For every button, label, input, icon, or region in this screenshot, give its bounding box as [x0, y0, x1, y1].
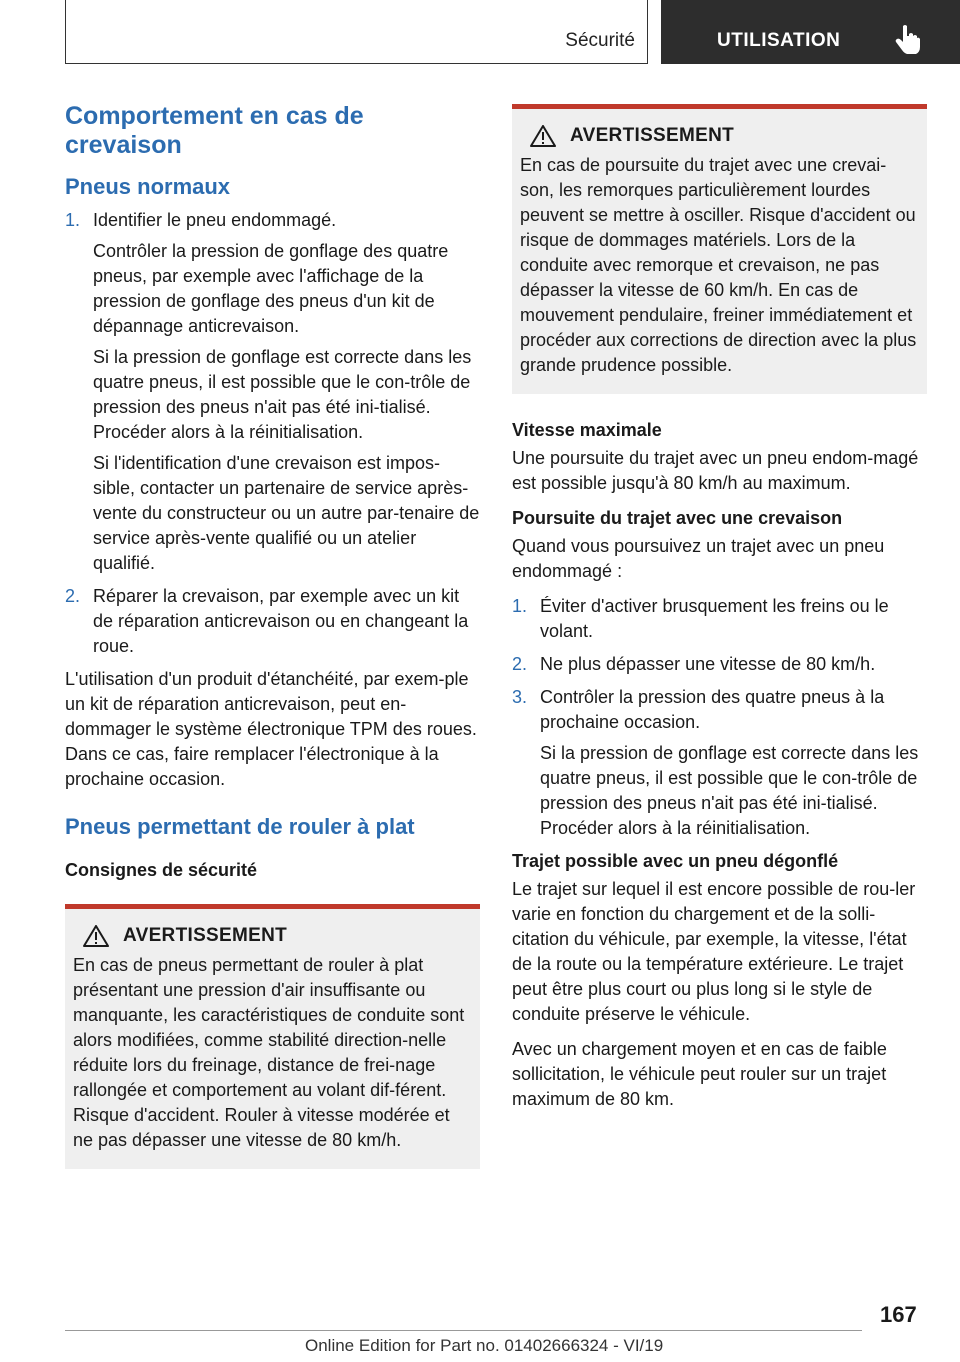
heading-runflat-tires: Pneus permettant de rouler à plat: [65, 814, 415, 839]
header-chapter-tab: [661, 0, 960, 64]
warning-title: AVERTISSEMENT: [570, 125, 735, 146]
right-column: [512, 104, 927, 1122]
step-text: Réparer la crevaison, par exemple avec un kit de réparation anticrevaison ou en changeant la roue.: [93, 586, 469, 656]
step-number: 2.: [512, 654, 528, 674]
step-number: 1.: [512, 596, 528, 616]
header-chapter-title: UTILISATION: [717, 30, 841, 51]
hand-pointer-icon: [895, 24, 921, 54]
steps-continue: [512, 594, 927, 841]
max-speed-paragraph: Une poursuite du trajet avec un pneu endom-magé est possible jusqu'à 80 km/h au maximum.: [512, 448, 919, 493]
distance-paragraph-2: Avec un chargement moyen et en cas de faible sollicitation, le véhicule peut rouler sur un trajet maximum de 80 km.: [512, 1039, 887, 1109]
step-number: 2.: [65, 586, 81, 606]
distance-paragraph-1: Le trajet sur lequel il est encore possible de rou-ler varie en fonction du chargement et de la solli-citation du véhicule, par exemple, la vitesse, l'état de la route ou la température extérieure. Le trajet peut être plus court ou plus long si le style de conduite préserve le véhicule.: [512, 879, 916, 1024]
warning-title: AVERTISSEMENT: [123, 925, 288, 946]
warning-triangle-icon: [83, 925, 109, 947]
sealant-paragraph: L'utilisation d'un produit d'étanchéité, par exem-ple un kit de réparation anticrevaison, peut en-dommager le système électronique TPM des roues. Dans ce cas, faire remplacer l'électronique à la prochaine occasion.: [65, 669, 477, 789]
steps-normal-tires: [65, 208, 480, 659]
warning-header: [530, 125, 917, 147]
heading-max-speed: Vitesse maximale: [512, 420, 662, 440]
warning-box-runflat: [65, 904, 480, 1169]
list-item: [65, 584, 480, 659]
step-text: Si l'identification d'une crevaison est impos-sible, contacter un partenaire de service après-vente du constructeur ou un autre par-tenaire de service après-vente qualifié ou un atelier qualifié.: [93, 453, 480, 573]
heading-normal-tires: Pneus normaux: [65, 174, 231, 199]
warning-box-trailer: [512, 104, 927, 394]
warning-text: En cas de pneus permettant de rouler à plat présentant une pression d'air insuffisante ou manquante, les caractéristiques de conduite sont alors modifiées, comme stabilité direction-nelle réduite lors du freinage, distance de frei-nage rallongée et comportement au volant dif-férent. Risque d'accident. Rouler à vitesse modérée et ne pas dépasser une vitesse de 80 km/h.: [73, 955, 465, 1150]
step-number: 3.: [512, 687, 528, 707]
step-text: Ne plus dépasser une vitesse de 80 km/h.: [540, 654, 876, 674]
header-section-title: Sécurité: [565, 30, 635, 51]
heading-safety-notes: Consignes de sécurité: [65, 860, 258, 880]
page-title: Comportement en cas de crevaison: [65, 102, 364, 159]
heading-continue-puncture: Poursuite du trajet avec une crevaison: [512, 508, 843, 528]
page-number: 167: [880, 1302, 917, 1327]
warning-triangle-icon: [530, 125, 556, 147]
warning-text: En cas de poursuite du trajet avec une crevai-son, les remorques particulièrement lourdes peuvent se mettre à osciller. Risque d'accident ou risque de dommages matériels. Lors de la conduite avec remorque et crevaison, ne pas dépasser la vitesse de 60 km/h. En cas de mouvement pendulaire, freiner immédiatement et procéder aux corrections de direction avec la plus grande prudence possible.: [520, 155, 917, 375]
footer-divider: [65, 1330, 862, 1331]
step-text: Identifier le pneu endommagé.: [93, 210, 337, 230]
warning-header: [83, 925, 470, 947]
step-text: Si la pression de gonflage est correcte dans les quatre pneus, il est possible que le con-trôle de pression des pneus n'ait pas été ini-tialisé. Procéder alors à la réinitialisation.: [540, 743, 919, 838]
step-number: 1.: [65, 210, 81, 230]
header-section-box: [65, 0, 648, 64]
list-item: [512, 594, 927, 644]
step-text: Si la pression de gonflage est correcte dans les quatre pneus, il est possible que le con-trôle de pression des pneus n'ait pas été ini-tialisé. Procéder alors à la réinitialisation.: [93, 347, 472, 442]
step-text: Contrôler la pression des quatre pneus à la prochaine occasion.: [540, 687, 885, 732]
list-item: [512, 685, 927, 841]
list-item: [65, 208, 480, 576]
heading-deflated-distance: Trajet possible avec un pneu dégonflé: [512, 851, 839, 871]
step-text: Éviter d'activer brusquement les freins ou le volant.: [540, 596, 889, 641]
continue-paragraph: Quand vous poursuivez un trajet avec un pneu endommagé :: [512, 536, 885, 581]
list-item: [512, 652, 927, 677]
left-column: [65, 100, 480, 1169]
footer-edition: Online Edition for Part no. 01402666324 - VI/19: [305, 1336, 664, 1355]
step-text: Contrôler la pression de gonflage des quatre pneus, par exemple avec l'affichage de la pression de gonflage des pneus d'un kit de dépannage anticrevaison.: [93, 241, 449, 336]
